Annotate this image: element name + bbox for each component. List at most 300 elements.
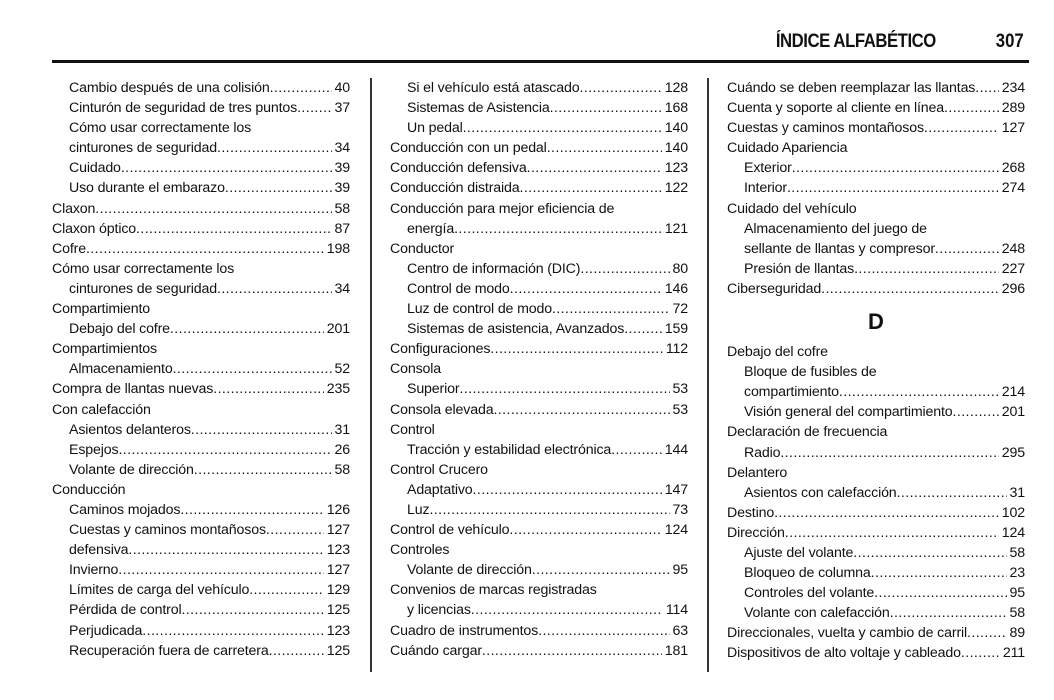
index-subentry [727, 239, 1025, 259]
index-subentry [52, 118, 350, 138]
index-entry [390, 158, 688, 178]
entry-label: Cinturón de seguridad de tres puntos [69, 100, 298, 117]
entry-label: Debajo del cofre [727, 344, 828, 361]
entry-label: Compartimiento [52, 301, 151, 318]
dot-leader [266, 520, 324, 540]
entry-page-number: 58 [334, 461, 350, 478]
entry-label: Cómo usar correctamente los [69, 120, 252, 137]
dot-leader [270, 78, 332, 98]
entry-label: Ciberseguridad [727, 280, 822, 297]
entry-label: Convenios de marcas registradas [390, 582, 597, 599]
index-subentry [52, 319, 350, 339]
dot-leader [181, 600, 323, 620]
dot-leader [128, 540, 323, 560]
index-subentry [52, 178, 350, 198]
index-entry [390, 621, 688, 641]
entry-label: Direccionales, vuelta y cambio de carril [727, 625, 968, 642]
entry-page-number: 126 [326, 501, 350, 518]
entry-page-number: 34 [334, 140, 350, 157]
index-entry [52, 299, 350, 319]
entry-page-number: 58 [1009, 544, 1025, 561]
dot-leader [520, 178, 662, 198]
entry-label: Dispositivos de alto voltaje y cableado [727, 645, 961, 662]
entry-page-number: 52 [334, 361, 350, 378]
entry-label: Adaptativo [407, 481, 473, 498]
entry-label: Cómo usar correctamente los [52, 260, 235, 277]
dot-leader [624, 319, 662, 339]
index-subentry [390, 319, 688, 339]
entry-label: Asientos con calefacción [744, 484, 897, 501]
dot-leader [532, 560, 670, 580]
entry-page-number: 80 [672, 260, 688, 277]
index-subentry [727, 583, 1025, 603]
index-entry [727, 422, 1025, 442]
index-subentry [52, 440, 350, 460]
index-subentry [52, 580, 350, 600]
entry-label: Claxon óptico [52, 220, 137, 237]
entry-label: Radio [744, 444, 781, 461]
index-subentry [52, 520, 350, 540]
index-entry [390, 540, 688, 560]
dot-leader [510, 279, 662, 299]
index-subentry [727, 362, 1025, 382]
entry-page-number: 125 [326, 602, 350, 619]
index-subentry [52, 98, 350, 118]
dot-leader [482, 641, 662, 661]
dot-leader [935, 239, 999, 259]
entry-page-number: 125 [326, 642, 350, 659]
index-subentry [52, 500, 350, 520]
dot-leader [580, 259, 669, 279]
entry-label: Bloque de fusibles de [744, 364, 877, 381]
dot-leader [953, 402, 999, 422]
dot-leader [429, 500, 669, 520]
entry-page-number: 89 [1009, 625, 1025, 642]
index-subentry [52, 621, 350, 641]
dot-leader [774, 503, 999, 523]
index-subentry [727, 603, 1025, 623]
dot-leader [213, 379, 324, 399]
entry-page-number: 129 [326, 582, 350, 599]
entry-label: Un pedal [407, 120, 463, 137]
entry-page-number: 159 [664, 321, 688, 338]
entry-page-number: 296 [1001, 280, 1025, 297]
entry-label: Conducción con un pedal [390, 140, 547, 157]
dot-leader [471, 600, 663, 620]
index-entry [390, 178, 688, 198]
dot-leader [871, 563, 1007, 583]
entry-page-number: 63 [672, 622, 688, 639]
dot-leader [217, 279, 332, 299]
index-subentry [727, 563, 1025, 583]
entry-label: Cuenta y soporte al cliente en línea [727, 100, 945, 117]
entry-label: Controles [390, 542, 450, 559]
index-entry [390, 400, 688, 420]
index-subentry [390, 259, 688, 279]
dot-leader [611, 440, 662, 460]
index-entry [390, 138, 688, 158]
entry-label: Control [390, 421, 435, 438]
entry-page-number: 102 [1001, 504, 1025, 521]
index-entry [390, 239, 688, 259]
index-entry [390, 339, 688, 359]
entry-page-number: 58 [334, 200, 350, 217]
index-entry [727, 98, 1025, 118]
entry-label: Cuándo se deben reemplazar las llantas [727, 80, 976, 96]
entry-label: Destino [727, 504, 775, 521]
entry-label: defensiva [69, 542, 129, 559]
index-entry [727, 503, 1025, 523]
entry-page-number: 268 [1001, 160, 1025, 177]
entry-page-number: 181 [664, 642, 688, 659]
entry-page-number: 122 [664, 180, 688, 197]
entry-label: Ajuste del volante [744, 544, 854, 561]
dot-leader [961, 643, 1000, 663]
entry-label: Controles del volante [744, 585, 875, 602]
index-subentry [390, 299, 688, 319]
page-number: 307 [996, 31, 1024, 52]
index-subentry [727, 259, 1025, 279]
dot-leader [785, 523, 999, 543]
section-letter: D [868, 309, 884, 335]
entry-page-number: 40 [334, 80, 350, 96]
index-entry [727, 78, 1025, 98]
entry-page-number: 87 [334, 220, 350, 237]
index-subentry [727, 158, 1025, 178]
index-subentry [390, 500, 688, 520]
index-subentry [52, 158, 350, 178]
entry-label: Cuidado del vehículo [727, 200, 857, 217]
entry-page-number: 248 [1001, 240, 1025, 257]
dot-leader [95, 199, 331, 219]
index-entry [727, 342, 1025, 362]
entry-label: Volante con calefacción [744, 605, 890, 622]
index-subentry [390, 98, 688, 118]
entry-page-number: 72 [672, 301, 688, 318]
index-entry [727, 138, 1025, 158]
index-subentry [727, 402, 1025, 422]
entry-label: Cuidado Apariencia [727, 140, 848, 157]
index-subentry [390, 219, 688, 239]
dot-leader [509, 520, 661, 540]
entry-page-number: 39 [334, 160, 350, 177]
entry-label: Cuándo cargar [390, 642, 482, 659]
entry-page-number: 31 [334, 421, 350, 438]
index-subentry [727, 483, 1025, 503]
entry-page-number: 124 [664, 522, 688, 539]
entry-label: Compartimientos [52, 341, 157, 358]
entry-label: Límites de carga del vehículo [69, 582, 250, 599]
entry-label: Volante de dirección [69, 461, 194, 478]
entry-page-number: 211 [1002, 645, 1025, 662]
header-rule [52, 60, 1029, 63]
entry-label: Debajo del cofre [69, 321, 170, 338]
index-entry [727, 643, 1025, 663]
entry-label: Pérdida de control [69, 602, 182, 619]
entry-page-number: 31 [1009, 484, 1025, 501]
running-header-title: ÍNDICE ALFABÉTICO [775, 31, 936, 52]
dot-leader [975, 78, 999, 98]
entry-page-number: 198 [326, 240, 350, 257]
column-divider [707, 78, 709, 672]
entry-label: Recuperación fuera de carretera [69, 642, 269, 659]
entry-label: Conducción para mejor eficiencia de [390, 200, 615, 217]
index-subentry [52, 138, 350, 158]
dot-leader [538, 621, 669, 641]
index-subentry [390, 379, 688, 399]
entry-label: Control de vehículo [390, 522, 510, 539]
entry-page-number: 58 [1009, 605, 1025, 622]
entry-label: Cuidado [69, 160, 121, 177]
dot-leader [839, 382, 999, 402]
dot-leader [854, 259, 999, 279]
entry-page-number: 53 [672, 401, 688, 418]
entry-page-number: 140 [664, 120, 688, 137]
entry-label: Caminos mojados [69, 501, 181, 518]
index-entry [390, 460, 688, 480]
entry-page-number: 114 [665, 602, 688, 619]
dot-leader [490, 339, 663, 359]
index-entry [390, 641, 688, 661]
entry-label: Bloqueo de columna [744, 565, 871, 582]
entry-page-number: 235 [326, 381, 350, 398]
index-subentry [52, 420, 350, 440]
dot-leader [853, 543, 1006, 563]
entry-page-number: 128 [664, 80, 688, 96]
entry-label: compartimiento [744, 384, 839, 401]
entry-label: Presión de llantas [744, 260, 855, 277]
entry-label: Luz [407, 501, 430, 518]
dot-leader [180, 500, 323, 520]
index-subentry [390, 78, 688, 98]
dot-leader [194, 460, 332, 480]
index-subentry [52, 600, 350, 620]
index-subentry [52, 641, 350, 661]
entry-label: Conductor [390, 240, 455, 257]
entry-page-number: 37 [334, 100, 350, 117]
index-entry [52, 199, 350, 219]
entry-page-number: 123 [326, 542, 350, 559]
index-entry [390, 520, 688, 540]
index-entry [52, 259, 350, 279]
entry-label: Cofre [52, 240, 86, 257]
dot-leader [118, 560, 323, 580]
entry-label: Cuestas y caminos montañosos [69, 522, 266, 539]
entry-page-number: 73 [672, 501, 688, 518]
dot-leader [473, 480, 662, 500]
index-entry [52, 219, 350, 239]
entry-page-number: 146 [664, 280, 688, 297]
entry-label: Declaración de frecuencia [727, 424, 888, 441]
entry-label: Exterior [744, 160, 792, 177]
dot-leader [142, 621, 323, 641]
entry-page-number: 127 [326, 562, 350, 579]
dot-leader [459, 379, 669, 399]
entry-page-number: 295 [1001, 444, 1025, 461]
entry-label: Asientos delanteros [69, 421, 191, 438]
entry-label: Conducción [52, 481, 126, 498]
entry-label: Superior [407, 381, 460, 398]
entry-label: Dirección [727, 524, 785, 541]
entry-page-number: 123 [326, 622, 350, 639]
index-entry [390, 420, 688, 440]
entry-label: sellante de llantas y compresor [744, 240, 935, 257]
entry-page-number: 234 [1001, 80, 1025, 96]
dot-leader [552, 299, 670, 319]
entry-page-number: 34 [334, 280, 350, 297]
entry-page-number: 23 [1009, 565, 1025, 582]
dot-leader [136, 219, 332, 239]
index-entry [727, 118, 1025, 138]
dot-leader [173, 359, 332, 379]
entry-label: y licencias [407, 602, 471, 619]
entry-label: cinturones de seguridad [69, 280, 217, 297]
entry-label: Interior [744, 180, 787, 197]
entry-page-number: 26 [334, 441, 350, 458]
index-subentry [390, 279, 688, 299]
entry-page-number: 127 [1001, 120, 1025, 137]
index-subentry [52, 359, 350, 379]
index-subentry [727, 443, 1025, 463]
entry-label: Espejos [69, 441, 119, 458]
entry-page-number: 227 [1001, 260, 1025, 277]
index-entry [727, 279, 1025, 299]
entry-label: Uso durante el embarazo [69, 180, 225, 197]
entry-page-number: 123 [664, 160, 688, 177]
index-subentry [52, 540, 350, 560]
entry-label: Conducción defensiva [390, 160, 527, 177]
entry-page-number: 53 [672, 381, 688, 398]
dot-leader [780, 443, 998, 463]
dot-leader [170, 319, 324, 339]
index-entry [52, 379, 350, 399]
dot-leader [924, 118, 999, 138]
entry-label: Consola elevada [390, 401, 494, 418]
entry-label: Centro de información (DIC) [407, 260, 581, 277]
entry-page-number: 95 [1009, 585, 1025, 602]
entry-page-number: 112 [665, 341, 688, 358]
entry-label: Perjudicada [69, 622, 143, 639]
index-subentry [727, 543, 1025, 563]
dot-leader [86, 239, 324, 259]
entry-label: Si el vehículo está atascado [407, 80, 580, 96]
entry-page-number: 289 [1001, 100, 1025, 117]
entry-page-number: 201 [1001, 404, 1025, 421]
index-entry [52, 480, 350, 500]
entry-page-number: 168 [664, 100, 688, 117]
index-subentry [390, 480, 688, 500]
entry-label: Conducción distraida [390, 180, 520, 197]
index-entry [727, 623, 1025, 643]
entry-page-number: 140 [664, 140, 688, 157]
entry-label: energía [407, 220, 455, 237]
dot-leader [118, 440, 331, 460]
dot-leader [890, 603, 1007, 623]
index-entry [727, 199, 1025, 219]
entry-label: Delantero [727, 464, 788, 481]
entry-page-number: 39 [334, 180, 350, 197]
entry-label: Invierno [69, 562, 119, 579]
dot-leader [217, 138, 332, 158]
index-entry [727, 523, 1025, 543]
dot-leader [897, 483, 1007, 503]
index-subentry [52, 279, 350, 299]
entry-label: Tracción y estabilidad electrónica [407, 441, 612, 458]
index-entry [390, 580, 688, 600]
entry-label: Cuestas y caminos montañosos [727, 120, 924, 137]
dot-leader [269, 641, 324, 661]
entry-page-number: 95 [672, 562, 688, 579]
dot-leader [579, 78, 661, 98]
entry-page-number: 214 [1001, 384, 1025, 401]
entry-label: Consola [390, 361, 442, 378]
index-subentry [390, 600, 688, 620]
entry-label: Control de modo [407, 280, 510, 297]
column-divider [370, 78, 372, 672]
entry-label: Compra de llantas nuevas [52, 381, 214, 398]
entry-page-number: 124 [1001, 524, 1025, 541]
entry-page-number: 127 [326, 522, 350, 539]
entry-label: Sistemas de Asistencia [407, 100, 550, 117]
dot-leader [792, 158, 999, 178]
index-entry [390, 199, 688, 219]
index-column-3 [727, 78, 1025, 664]
entry-label: Volante de dirección [407, 562, 532, 579]
entry-page-number: 121 [664, 220, 688, 237]
entry-label: Control Crucero [390, 461, 488, 478]
dot-leader [944, 98, 999, 118]
index-subentry [390, 118, 688, 138]
entry-label: Con calefacción [52, 401, 151, 418]
entry-label: Configuraciones [390, 341, 491, 358]
index-entry [727, 463, 1025, 483]
entry-page-number: 144 [664, 441, 688, 458]
dot-leader [527, 158, 662, 178]
entry-label: Visión general del compartimiento [744, 404, 953, 421]
dot-leader [787, 178, 999, 198]
index-subentry [727, 219, 1025, 239]
dot-leader [550, 98, 662, 118]
entry-page-number: 201 [326, 321, 350, 338]
dot-leader [821, 279, 999, 299]
index-subentry [52, 560, 350, 580]
entry-label: Claxon [52, 200, 96, 217]
index-subentry [390, 560, 688, 580]
index-column-2 [390, 78, 688, 661]
entry-label: Almacenamiento [69, 361, 173, 378]
dot-leader [249, 580, 324, 600]
dot-leader [454, 219, 662, 239]
dot-leader [297, 98, 331, 118]
entry-label: Luz de control de modo [407, 301, 552, 318]
entry-label: Cambio después de una colisión [69, 80, 270, 96]
dot-leader [874, 583, 1006, 603]
entry-label: Almacenamiento del juego de [744, 220, 927, 237]
index-entry [52, 339, 350, 359]
index-subentry [727, 382, 1025, 402]
entry-label: Sistemas de asistencia, Avanzados [407, 321, 625, 338]
dot-leader [191, 420, 332, 440]
dot-leader [121, 158, 332, 178]
index-entry [390, 359, 688, 379]
dot-leader [547, 138, 662, 158]
index-entry [52, 400, 350, 420]
entry-label: cinturones de seguridad [69, 140, 217, 157]
dot-leader [493, 400, 669, 420]
entry-page-number: 274 [1001, 180, 1025, 197]
index-subentry [727, 178, 1025, 198]
index-subentry [52, 460, 350, 480]
